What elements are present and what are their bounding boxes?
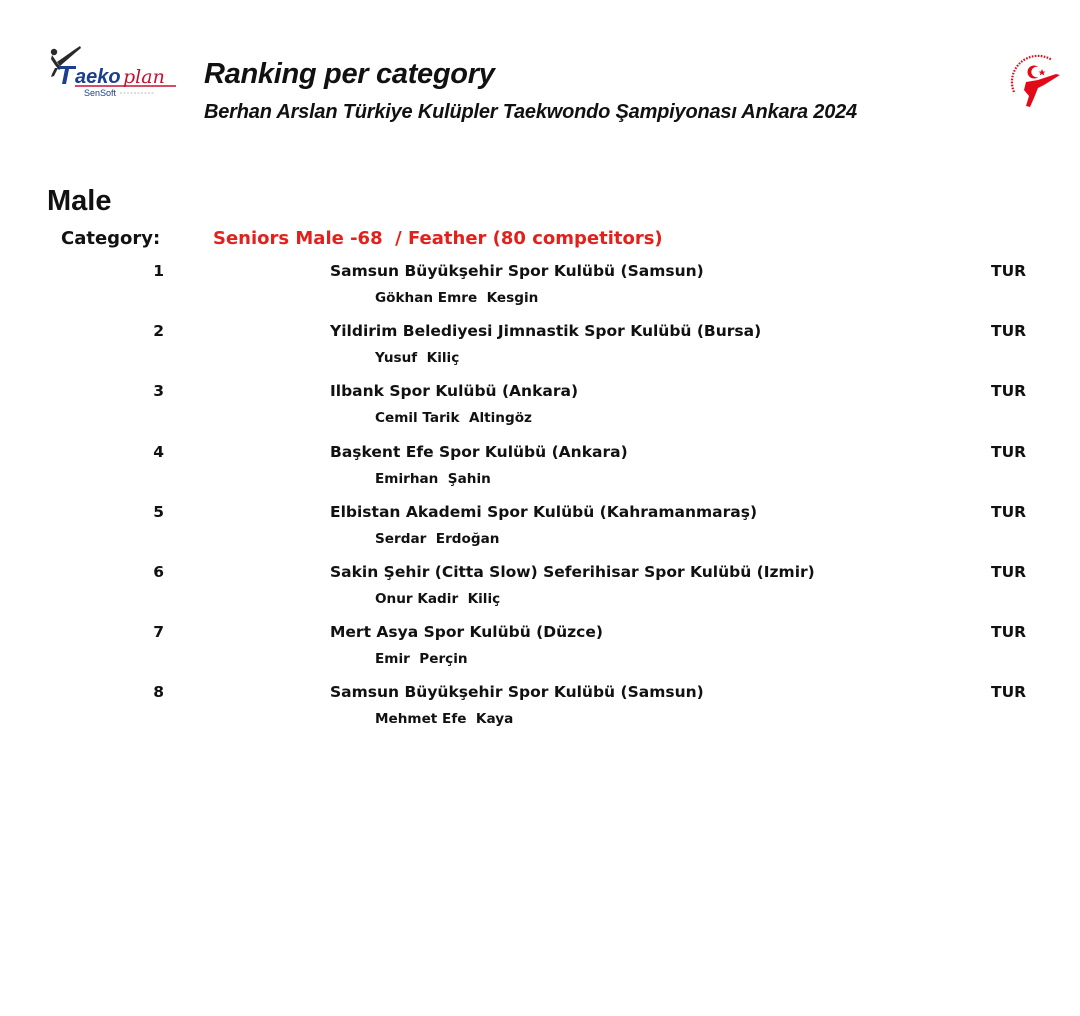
turkish-taekwondo-federation-logo	[1004, 52, 1066, 110]
logo-brand-text: aeko	[75, 66, 121, 88]
rank-number: 3	[153, 382, 164, 401]
athlete-name: Serdar Erdoğan	[375, 530, 500, 547]
category-label: Category:	[61, 228, 161, 249]
gender-heading: Male	[47, 185, 112, 217]
rank-number: 2	[153, 322, 164, 341]
club-name: Mert Asya Spor Kulübü (Düzce)	[330, 623, 603, 642]
ranking-entry	[0, 443, 1080, 503]
event-subtitle: Berhan Arslan Türkiye Kulüpler Taekwondo Şampiyonası Ankara 2024	[204, 101, 857, 123]
country-code: TUR	[991, 262, 1027, 280]
country-code: TUR	[991, 442, 1027, 461]
ranking-entry	[0, 322, 1080, 382]
club-name: Yildirim Belediyesi Jimnastik Spor Kulübü (Bursa)	[330, 322, 762, 341]
club-name: Ilbank Spor Kulübü (Ankara)	[330, 382, 579, 401]
country-code: TUR	[991, 382, 1027, 401]
country-code: TUR	[991, 562, 1027, 581]
athlete-name: Emir Perçin	[375, 651, 468, 668]
rank-number: 5	[153, 502, 164, 521]
rank-number: 4	[153, 442, 164, 461]
logo-sub-text: SenSoft	[84, 88, 117, 98]
ranking-entry	[0, 563, 1080, 623]
athlete-name: Yusuf Kiliç	[375, 350, 460, 367]
logo-brand-script: plan	[123, 66, 165, 88]
country-code: TUR	[991, 502, 1027, 521]
rank-number: 6	[153, 562, 164, 581]
ranking-entry	[0, 382, 1080, 442]
ranking-entry	[0, 503, 1080, 563]
ranking-entry	[0, 623, 1080, 683]
taekoplan-logo	[44, 44, 184, 102]
club-name: Sakin Şehir (Citta Slow) Seferihisar Spor Kulübü (Izmir)	[330, 562, 815, 581]
ranking-entry	[0, 262, 1080, 322]
athlete-name: Mehmet Efe Kaya	[375, 711, 514, 728]
club-name: Samsun Büyükşehir Spor Kulübü (Samsun)	[330, 262, 704, 280]
athlete-name: Emirhan Şahin	[375, 470, 491, 487]
athlete-name: Onur Kadir Kiliç	[375, 590, 501, 607]
club-name: Elbistan Akademi Spor Kulübü (Kahramanmaraş)	[330, 502, 758, 521]
category-value: Seniors Male -68 / Feather (80 competitors)	[213, 228, 663, 249]
ranking-entry	[0, 683, 1080, 743]
ranking-list	[0, 262, 1080, 744]
athlete-name: Cemil Tarik Altingöz	[375, 410, 532, 427]
country-code: TUR	[991, 623, 1027, 642]
athlete-name: Gökhan Emre Kesgin	[375, 290, 539, 306]
club-name: Samsun Büyükşehir Spor Kulübü (Samsun)	[330, 683, 704, 702]
t-letter-icon	[59, 66, 76, 84]
page-title: Ranking per category	[204, 58, 495, 90]
taekoplan-logo-graphic	[44, 44, 184, 102]
country-code: TUR	[991, 683, 1027, 702]
rank-number: 8	[153, 683, 164, 702]
rank-number: 1	[153, 262, 164, 280]
club-name: Başkent Efe Spor Kulübü (Ankara)	[330, 442, 628, 461]
country-code: TUR	[991, 322, 1027, 341]
rank-number: 7	[153, 623, 164, 642]
kicker-silhouette-icon	[1024, 74, 1060, 107]
federation-logo-graphic	[1004, 52, 1066, 110]
